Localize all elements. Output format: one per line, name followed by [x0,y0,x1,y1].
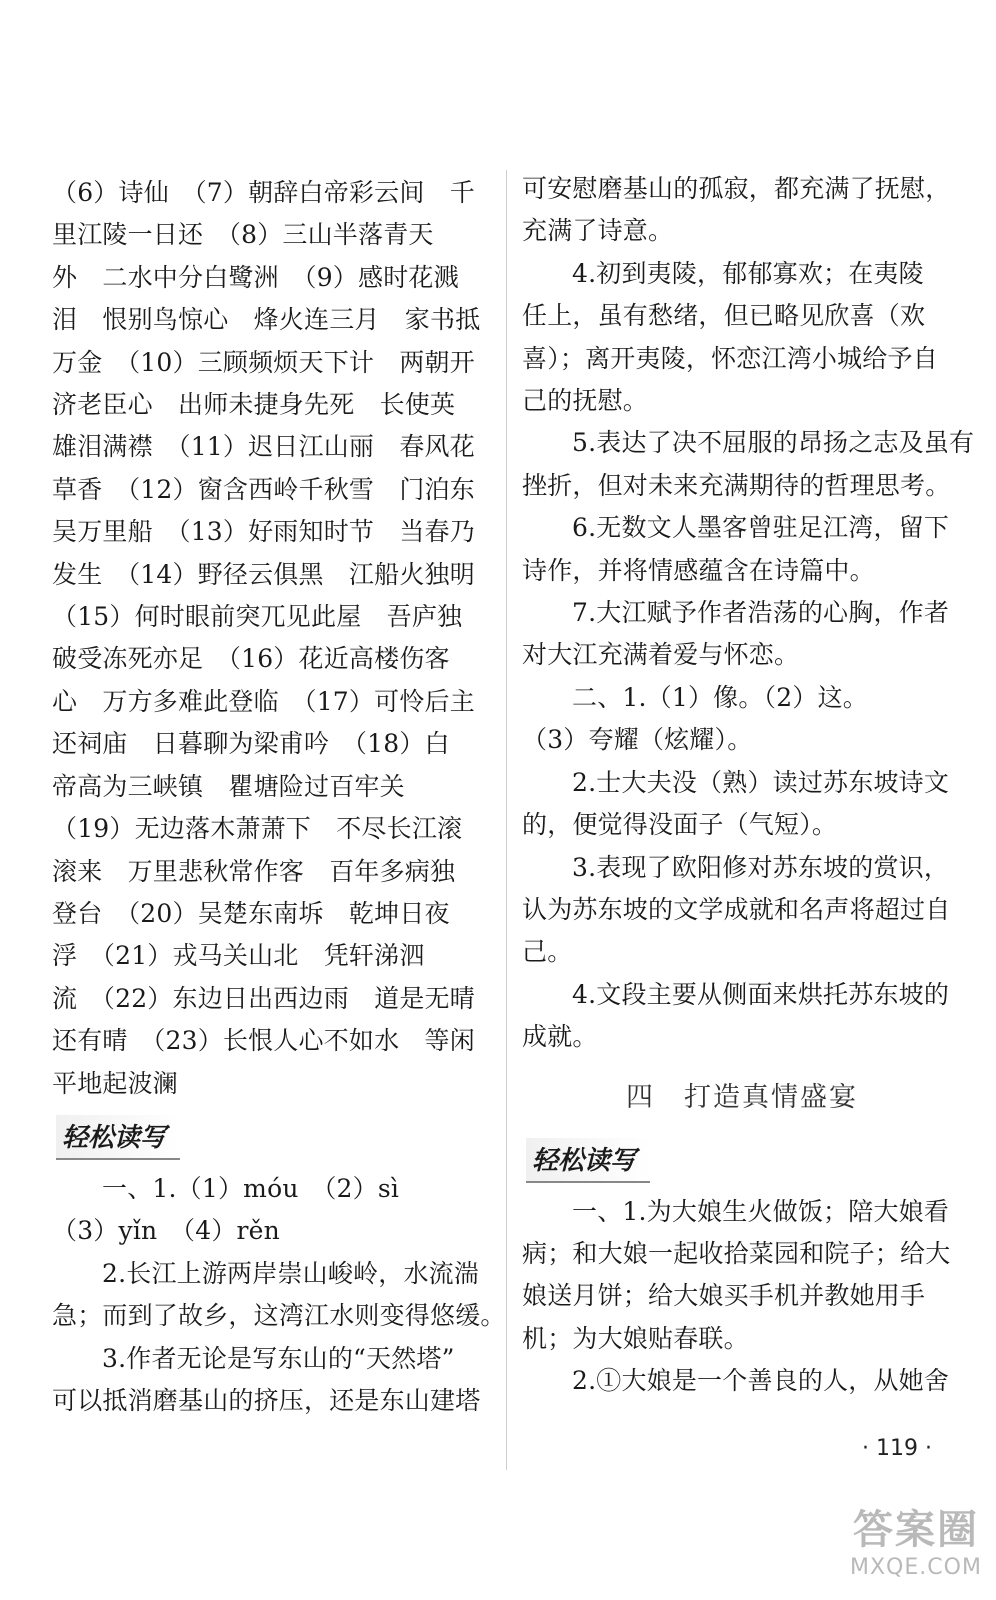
text-line: 里江陵一日还 （8）三山半落青天 [52,220,434,250]
text-line: 挫折，但对未来充满期待的哲理思考。 [522,470,951,500]
text-line: 平地起波澜 [52,1068,179,1098]
page-number: · 119 · [862,1436,932,1461]
part-2-answer-1-block [522,677,962,762]
text-line: 一、1.为大娘生火做饭；陪大娘看 [572,1196,950,1226]
text-line: 二、1.（1）像。（2）这。 [572,682,868,712]
text-line: 2.长江上游两岸崇山峻岭，水流湍 [102,1258,480,1288]
chapter-answer-1-block [522,1191,962,1361]
text-line: 吴万里船 （13）好雨知时节 当春乃 [52,517,475,547]
text-line: （19）无边落木萧萧下 不尽长江滚 [52,814,463,844]
text-line: 4.初到夷陵，郁郁寡欢；在夷陵 [572,258,924,288]
right-column [522,168,975,1403]
part-2-answer-4-block [522,974,962,1059]
text-line: 3.表现了欧阳修对苏东坡的赏识， [572,852,950,882]
text-line: 可安慰磨基山的孤寂，都充满了抚慰， [522,174,951,203]
text-line: 充满了诗意。 [522,216,674,246]
chapter-answer-2-block [522,1360,962,1402]
text-line: 己的抚慰。 [522,386,649,416]
chapter-title: 四 打造真情盛宴 [626,1081,858,1113]
text-line: 急；而到了故乡，这湾江水则变得悠缓。 [52,1301,506,1331]
text-line: 泪 恨别鸟惊心 烽火连三月 家书抵 [52,305,481,335]
column-divider [506,170,507,1470]
site-watermark [850,1498,982,1580]
text-line: 任上，虽有愁绪，但已略见欣喜（欢 [522,301,926,331]
text-line: 娘送月饼；给大娘买手机并教她用手 [522,1281,926,1311]
section-heading: 轻松读写 [526,1138,650,1183]
text-line: 一、1.（1）móu （2）sì [102,1173,400,1203]
poetry-answers-block [52,172,492,1105]
answer-7-block [522,592,962,677]
answer-2-block [52,1253,506,1338]
answer-3-block [52,1338,492,1423]
text-line: 发生 （14）野径云俱黑 江船火独明 [52,559,475,589]
answer-4-block [522,253,962,423]
answer-5-block [522,422,975,507]
text-line: 成就。 [522,1022,598,1052]
text-line: 还祠庙 日暮聊为梁甫吟 （18）白 [52,729,450,759]
text-line: （6）诗仙 （7）朝辞白帝彩云间 千 [52,178,475,207]
part-2-answer-2-block [522,762,962,847]
section-heading: 轻松读写 [56,1115,180,1160]
watermark-logo-text: 答案圈 [852,1507,979,1553]
text-line: 万金 （10）三顾频烦天下计 两朝开 [52,347,475,377]
text-line: 认为苏东坡的文学成就和名声将超过自 [522,894,951,924]
watermark-url: MXQE.COM [850,1555,982,1580]
answer-3-continued-block [522,168,962,253]
text-line: 可以抵消磨基山的挤压，还是东山建塔 [52,1385,481,1415]
text-line: （3）yǐn （4）rěn [52,1216,280,1246]
text-line: 的，便觉得没面子（气短）。 [522,810,838,840]
text-line: 3.作者无论是写东山的“天然塔” [102,1343,455,1373]
text-line: 病；和大娘一起收拾菜园和院子；给大 [522,1238,951,1268]
text-line: 对大江充满着爱与怀恋。 [522,640,800,670]
text-line: 喜）；离开夷陵，怀恋江湾小城给予自 [522,343,938,373]
text-line: 破受冻死亦足 （16）花近高楼伤客 [52,644,450,674]
text-line: 雄泪满襟 （11）迟日江山丽 春风花 [52,432,475,462]
text-line: 5.表达了决不屈服的昂扬之志及虽有 [572,428,975,458]
text-line: （15）何时眼前突兀见此屋 吾庐独 [52,602,463,632]
text-line: 还有晴 （23）长恨人心不如水 等闲 [52,1026,475,1056]
text-line: 诗作，并将情感蕴含在诗篇中。 [522,555,875,585]
text-line: 草香 （12）窗含西岭千秋雪 门泊东 [52,474,475,504]
text-line: 滚来 万里悲秋常作客 百年多病独 [52,856,456,886]
part-2-answer-3-block [522,847,962,974]
text-line: 济老臣心 出师未捷身先死 长使英 [52,390,456,420]
text-line: 心 万方多难此登临 （17）可怜后主 [52,686,475,716]
text-line: 机；为大娘贴春联。 [522,1323,749,1353]
left-column [52,172,506,1422]
text-line: 己。 [522,937,573,967]
text-line: 6.无数文人墨客曾驻足江湾，留下 [572,513,950,543]
text-line: 4.文段主要从侧面来烘托苏东坡的 [572,979,950,1009]
text-line: 2.士大夫没（熟）读过苏东坡诗文 [572,767,950,797]
text-line: 外 二水中分白鹭洲 （9）感时花溅 [52,262,459,292]
text-line: 流 （22）东边日出西边雨 道是无晴 [52,983,475,1013]
text-line: （3）夸耀（炫耀）。 [522,725,753,755]
text-line: 2.①大娘是一个善良的人，从她舍 [572,1366,950,1396]
answer-1-block [52,1168,492,1253]
text-line: 登台 （20）吴楚东南坼 乾坤日夜 [52,898,450,928]
text-line: 浮 （21）戎马关山北 凭轩涕泗 [52,941,425,971]
answer-6-block [522,507,962,592]
text-line: 帝高为三峡镇 瞿塘险过百牢关 [52,771,405,801]
text-line: 7.大江赋予作者浩荡的心胸，作者 [572,598,950,628]
